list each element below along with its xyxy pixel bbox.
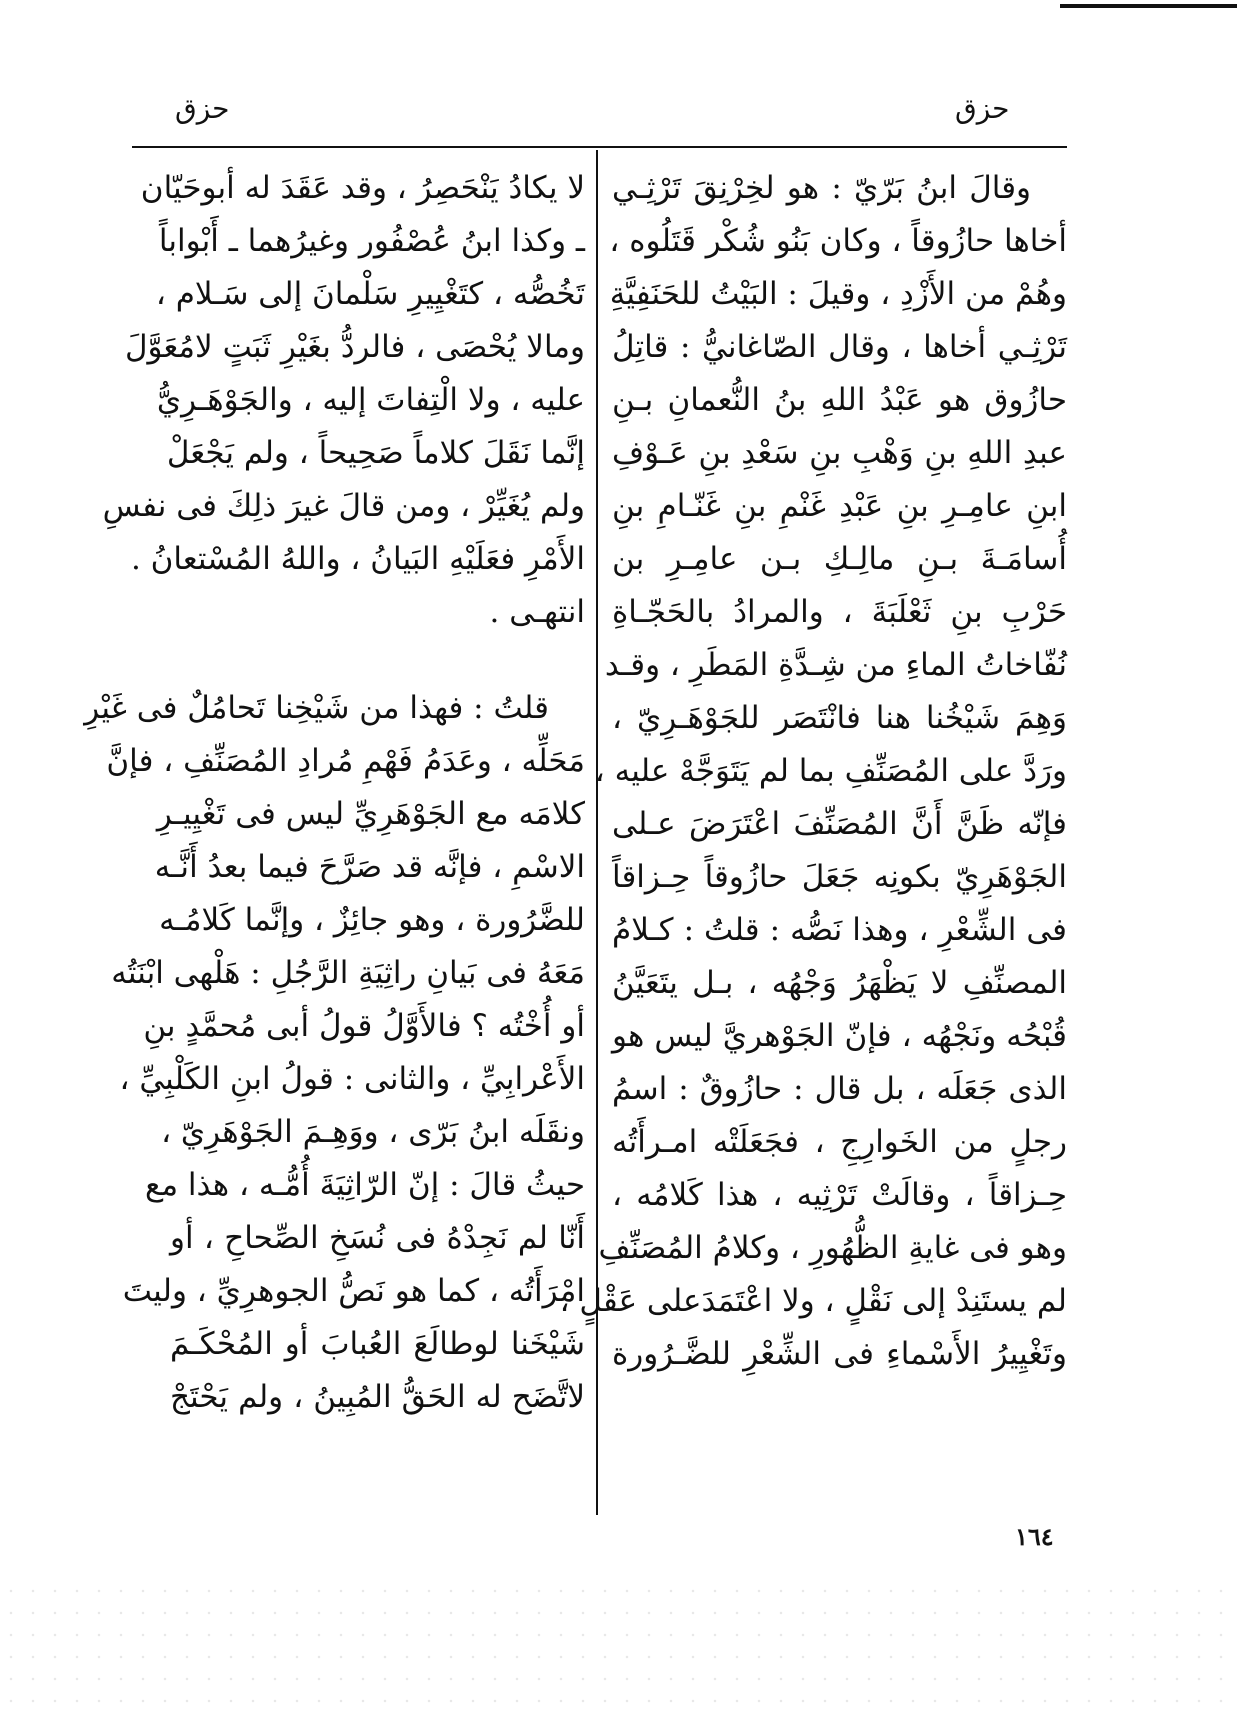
text-line: لاتَّضَح له الحَقُّ المُبِينُ ، ولم يَحْتَجْ [170,1379,585,1415]
text-line: لم يستَنِدْ إلى نَقْلٍ ، ولا اعْتَمَدَعلى عَقْلٍ ، [559,1283,1067,1319]
text-line: عبدِ اللهِ بنِ وَهْبِ بنِ سَعْدِ بنِ عَـوْفِ [612,435,1067,471]
text-line: نُفّاخاتُ الماءِ من شِـدَّةِ المَطَرِ ، وقـد [604,647,1067,683]
text-line: وَهِمَ شَيْخُنا هنا فانْتَصَر للجَوْهَـرِيّ ، [612,700,1067,736]
text-line: أخاها حازُوقاً ، وكان بَنُو شُكْر قَتَلُوه ، [609,223,1067,259]
text-line: ومالا يُحْصَى ، فالردُّ بغَيْرِ ثَبَتٍ لامُعَوَّلَ [124,329,585,365]
text-line: وهُمْ من الأَزْدِ ، وقيلَ : البَيْتُ للحَنَفِيَّةِ [609,276,1067,312]
text-line: حَرْبِ بنِ ثَعْلَبَةَ ، والمرادُ بالحَجّـاةِ [612,594,1067,630]
text-line: ـ وكذا ابنُ عُصْفُور وغيرُهما ـ أَبْواباً [158,223,585,259]
text-line: انتهـى . [489,594,585,630]
text-line: ولم يُغَيِّرْ ، ومن قالَ غيرَ ذلِكَ فى نفسِ [102,488,585,524]
text-line: امْرَأَتُه ، كما هو نَصُّ الجوهرِيِّ ، وليتَ [122,1273,585,1309]
text-line: الاسْمِ ، فإنَّه قد صَرَّحَ فيما بعدُ أَنَّـه [154,849,585,885]
top-edge-rule [1060,4,1237,8]
text-line: حيثُ قالَ : إنّ الرّاثِيَةَ أُمُّـه ، هذا مع [144,1167,585,1203]
text-line: قلتُ : فهذا من شَيْخِنا تَحامُلٌ فى غَيْرِ [84,690,549,726]
text-line: مَعَهُ فى بَيانِ راثِيَةِ الرَّجُلِ : هَلْهى ابْنَتُه [111,955,585,991]
text-line: الأَمْرِ فعَلَيْهِ البَيانُ ، واللهُ المُسْتعانُ . [130,541,585,577]
text-line: أو أُخْتُه ؟ فالأَوَّلُ قولُ أبى مُحمَّدٍ بنِ [143,1008,585,1044]
text-line: الجَوْهَرِيّ بكونِه جَعَلَ حازُوقاً حِـزاقاً [612,859,1067,895]
text-line: تَخُصُّه ، كتَغْيِيرِ سَلْمانَ إلى سَـلام ، [155,276,585,312]
text-line: الذى جَعَلَه ، بل قال : حازُوقٌ : اسمُ [612,1071,1067,1107]
text-line: للضَّرُورة ، وهو جائِزٌ ، وإنَّما كَلامُـه [159,902,585,938]
text-line: تَرْثِـي أخاها ، وقال الصّاغانيُّ : قاتِلُ [612,329,1067,365]
header-rule [132,146,1067,148]
text-line: عليه ، ولا الْتِفاتَ إليه ، والجَوْهَـرِيُّ [156,382,585,418]
text-line: أَنّا لم نَجِدْهُ فى نُسَخِ الصِّحاحِ ، أو [170,1220,585,1256]
text-line: الأَعْرابِيِّ ، والثانى : قولُ ابنِ الكَلْبِيِّ ، [119,1061,585,1097]
margin-texture [0,1580,1237,1718]
text-line: أُسامَـةَ بـنِ مالِـكِ بـن عامِـرِ بن [612,541,1067,577]
text-line: لا يكادُ يَنْحَصِرُ ، وقد عَقَدَ له أبوحَيّان [140,170,585,206]
running-header-right: حزق [955,92,1010,125]
text-line: وتَغْيِيرُ الأَسْماءِ فى الشِّعْرِ للضَّـرُورة [612,1336,1067,1372]
text-line: فى الشِّعْرِ ، وهذا نَصُّه : قلتُ : كـلامُ [612,912,1067,948]
text-line: حازُوق هو عَبْدُ اللهِ بنُ النُّعمانِ بـنِ [612,382,1067,418]
text-line: حِـزاقاً ، وقالَتْ تَرْثِيه ، هذا كَلامُه ، [612,1177,1067,1213]
text-line: قُبْحُه ونَجْهُه ، فإنّ الجَوْهريَّ ليس هو [612,1018,1067,1054]
text-line: ونقَلَه ابنُ بَرّى ، ووَهِـمَ الجَوْهَرِيّ ، [161,1114,585,1150]
text-line: ابنِ عامِـرِ بنِ عَبْدِ غَنْمِ بنِ غَنّـامِ بنِ [612,488,1067,524]
text-line: فإنّه ظَنَّ أَنَّ المُصَنِّفَ اعْتَرَضَ عـلى [612,806,1067,842]
text-line: شَيْخَنا لوطالَعَ العُبابَ أو المُحْكَـمَ [170,1326,585,1362]
text-line: مَحَلِّه ، وعَدَمُ فَهْمِ مُرادِ المُصَنِّفِ ، فإنَّ [106,743,585,779]
text-line: وقالَ ابنُ بَرّيّ : هو لخِرْنِقَ تَرْثِـي [612,170,1031,206]
text-line: وهو فى غايةِ الظُّهُورِ ، وكلامُ المُصَنِّفِ [598,1230,1067,1266]
left-column [84,162,585,1424]
text-line: كلامَه مع الجَوْهَرِيِّ ليس فى تَغْيِيـرِ [156,796,585,832]
text-line: ورَدَّ على المُصَنِّفِ بما لم يَتَوَجَّهْ عليه ، [594,753,1067,789]
text-line: إنَّما نَقَلَ كلاماً صَحِيحاً ، ولم يَجْعَلْ [166,435,585,471]
text-line: رجلٍ من الخَوارِجِ ، فجَعَلَتْه امـرأَتُه [612,1124,1067,1160]
right-column [559,162,1067,1381]
page-number: ١٦٤ [1015,1522,1054,1551]
text-line: المصنِّفِ لا يَظْهَرُ وَجْهُه ، بـل يتَعَيَّنُ [612,965,1067,1001]
running-header-left: حزق [175,92,230,125]
paragraph-gap [170,639,585,682]
